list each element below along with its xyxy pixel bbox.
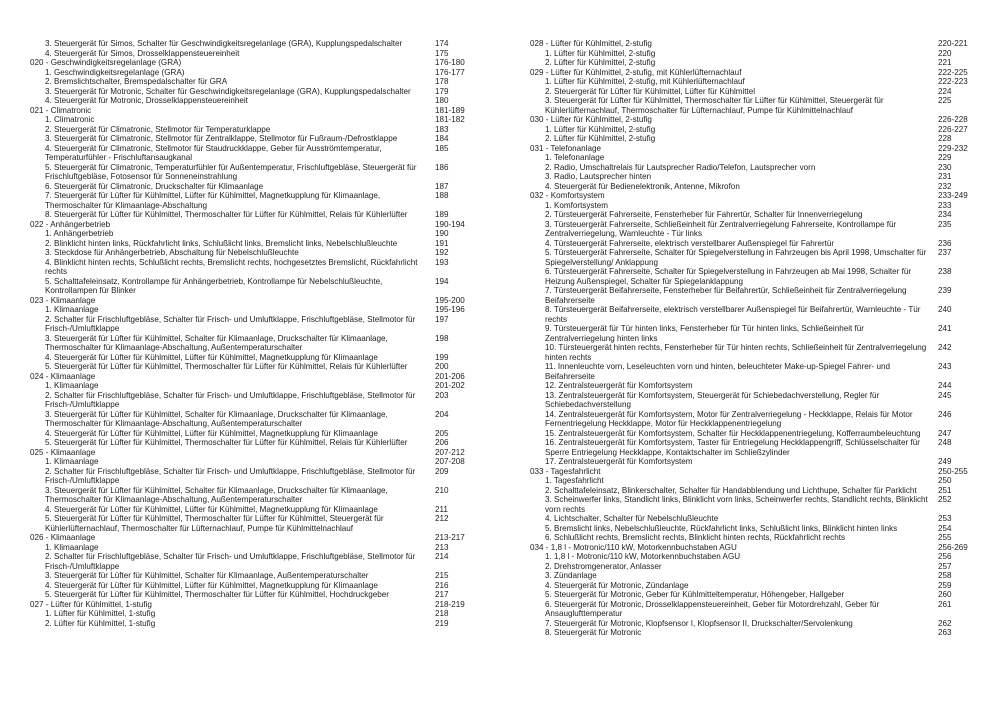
toc-page-number: 179	[435, 86, 449, 96]
toc-entry-title: 025 - Klimaanlage	[30, 447, 96, 457]
toc-subentry	[30, 581, 475, 591]
toc-page-number: 239	[938, 286, 952, 295]
toc-subentry	[530, 58, 975, 68]
toc-entry-title: 4. Steuergerät für Lüfter für Kühlmittel, Lüfter für Kühlmittel, Magnetkupplung für Klimaanlage	[45, 504, 378, 514]
toc-subentry	[530, 220, 975, 239]
toc-entry-title: 2. Steuergerät für Lüfter für Kühlmittel, Lüfter für Kühlmittel	[545, 86, 756, 96]
toc-page-number: 183	[435, 124, 449, 134]
toc-page-number: 259	[938, 580, 952, 590]
toc-page-number: 211	[435, 504, 448, 514]
toc-entry-title: 6. Steuergerät für Climatronic, Druckschalter für Klimaanlage	[45, 181, 264, 191]
toc-subentry	[30, 334, 475, 353]
toc-subentry	[530, 343, 975, 362]
toc-page-number: 229	[938, 153, 952, 162]
toc-subentry	[530, 571, 975, 581]
toc-subentry	[530, 362, 975, 381]
toc-page-number: 199	[435, 352, 449, 362]
toc-entry-title: 3. Steuergerät für Motronic, Schalter für Geschwindigkeitsregelanlage (GRA), Kupplungspedalschalter	[45, 86, 411, 96]
toc-page-number: 260	[938, 590, 952, 599]
toc-entry-title: 3. Türsteuergerät Fahrerseite, Schließeinheit für Zentralverriegelung Fahrerseite, Kontrollampe für Zentralverriegelung, Warnleuchte - Tür links	[545, 219, 897, 238]
toc-entry-title: 3. Zündanlage	[545, 571, 597, 580]
toc-subentry	[30, 505, 475, 515]
toc-page-number: 187	[435, 181, 449, 191]
toc-entry-title: 1. Lüfter für Kühlmittel, 2-stufig	[545, 48, 656, 58]
toc-column-left	[30, 39, 475, 628]
toc-page-number: 256	[938, 552, 952, 561]
toc-page-number: 176-180	[435, 58, 465, 67]
toc-entry-title: 029 - Lüfter für Kühlmittel, 2-stufig, mit Kühlerlüfternachlauf	[530, 67, 742, 77]
toc-subentry	[30, 68, 475, 78]
toc-page-number: 201-206	[435, 371, 465, 381]
toc-subentry	[30, 125, 475, 135]
toc-page-number: 224	[938, 86, 952, 96]
toc-subentry	[30, 229, 475, 239]
toc-page-number: 252	[938, 495, 952, 504]
toc-subentry	[30, 134, 475, 144]
toc-page-number: 201-202	[435, 381, 465, 390]
toc-entry-title: 2. Schalter für Frischluftgebläse, Schalter für Frisch- und Umluftklappe, Frischluftgebläse, Stellmotor für Frisch-/Umluftklappe	[45, 466, 416, 485]
toc-page-number: 180	[435, 96, 449, 105]
toc-entry-title: 2. Lüfter für Kühlmittel, 2-stufig	[545, 58, 656, 67]
toc-entry-title: 1. Klimaanlage	[45, 381, 99, 390]
toc-entry-title: 1. Klimaanlage	[45, 305, 99, 314]
toc-entry-title: 7. Türsteuergerät Beifahrerseite, Fensterheber für Beifahrertür, Schließeinheit für Zentralverriegelung Beifahrerseite	[545, 286, 907, 305]
toc-entry-title: 4. Türsteuergerät Fahrerseite, elektrisch verstellbarer Außenspiegel für Fahrertür	[545, 238, 835, 248]
toc-entry-title: 6. Türsteuergerät Fahrerseite, Schalter für Spiegelverstellung in Fahrzeugen ab Mai 1998, Schalter für Heizung Außenspiegel, Schalter für Spiegelanklappung	[545, 267, 912, 286]
toc-subentry	[30, 115, 475, 125]
toc-subentry	[30, 182, 475, 192]
toc-entry-title: 033 - Tagesfahrlicht	[530, 466, 601, 476]
toc-section-heading	[30, 600, 475, 610]
toc-entry-title: 1. Klimaanlage	[45, 457, 99, 466]
toc-page-number: 222-223	[938, 77, 968, 86]
toc-page-number: 175	[435, 48, 449, 58]
toc-subentry	[30, 571, 475, 581]
toc-subentry	[530, 457, 975, 467]
toc-entry-title: 021 - Climatronic	[30, 105, 92, 115]
toc-entry-title: 5. Steuergerät für Lüfter für Kühlmittel, Thermoschalter für Lüfter für Kühlmittel, Hochdruckgeber	[45, 590, 389, 599]
toc-page-number: 249	[938, 457, 952, 466]
toc-subentry	[530, 381, 975, 391]
toc-entry-title: 2. Lüfter für Kühlmittel, 1-stufig	[45, 618, 156, 628]
toc-subentry	[30, 315, 475, 334]
toc-subentry	[30, 391, 475, 410]
toc-subentry	[530, 49, 975, 59]
toc-entry-title: 034 - 1,8 l - Motronic/110 kW, Motorkennbuchstaben AGU	[530, 542, 737, 552]
toc-subentry	[30, 144, 475, 163]
toc-subentry	[530, 210, 975, 220]
toc-entry-title: 2. Schalttafeleinsatz, Blinkerschalter, Schalter für Handabblendung und Lichthupe, Schalter für Parklicht	[545, 485, 917, 495]
toc-entry-title: 5. Steuergerät für Climatronic, Temperaturfühler für Außentemperatur, Frischluftgebläse, Steuergerät für Frischluftgebläse, Fotosensor für Sonneneinstrahlung	[45, 162, 417, 181]
toc-entry-title: 5. Steuergerät für Lüfter für Kühlmittel, Thermoschalter für Lüfter für Kühlmittel, Relais für Kühlerlüfter	[45, 362, 408, 371]
toc-entry-title: 026 - Klimaanlage	[30, 533, 96, 542]
toc-subentry	[30, 609, 475, 619]
toc-subentry	[530, 410, 975, 429]
toc-page-number: 174	[435, 39, 449, 48]
toc-page-number: 214	[435, 552, 449, 561]
toc-column-right	[530, 39, 975, 638]
toc-entry-title: 4. Lichtschalter, Schalter für Nebelschlußleuchte	[545, 514, 719, 523]
toc-page-number: 231	[938, 172, 952, 181]
toc-page-number: 218-219	[435, 599, 465, 609]
toc-subentry	[530, 562, 975, 572]
toc-page-number: 233	[938, 200, 952, 210]
toc-subentry	[30, 305, 475, 315]
toc-page-number: 245	[938, 390, 952, 400]
toc-entry-title: 4. Steuergerät für Lüfter für Kühlmittel, Lüfter für Kühlmittel, Magnetkupplung für Klimaanlage	[45, 428, 378, 438]
toc-subentry	[530, 324, 975, 343]
toc-page-number: 213-217	[435, 533, 465, 542]
toc-entry-title: 2. Drehstromgenerator, Anlasser	[545, 561, 662, 571]
toc-subentry	[530, 552, 975, 562]
toc-section-heading	[30, 372, 475, 382]
toc-section-heading	[30, 106, 475, 116]
toc-entry-title: 8. Steuergerät für Motronic	[545, 628, 642, 637]
toc-entry-title: 4. Steuergerät für Simos, Drosselklappensteuereinheit	[45, 48, 240, 58]
toc-page-number: 251	[938, 485, 952, 495]
toc-page-number: 184	[435, 134, 449, 143]
toc-entry-title: 2. Türsteuergerät Fahrerseite, Fensterheber für Fahrertür, Schalter für Innenverriegelung	[545, 210, 863, 219]
toc-entry-title: 3. Radio, Lautsprecher hinten	[545, 172, 652, 181]
toc-page-number: 241	[938, 324, 952, 333]
toc-page-number: 218	[435, 609, 449, 618]
toc-entry-title: 022 - Anhängerbetrieb	[30, 219, 111, 229]
toc-entry-title: 8. Steuergerät für Lüfter für Kühlmittel, Thermoschalter für Lüfter für Kühlmittel, Relais für Kühlerlüfter	[45, 210, 408, 219]
toc-subentry	[30, 77, 475, 87]
toc-entry-title: 1. Lüfter für Kühlmittel, 2-stufig	[545, 124, 656, 134]
toc-section-heading	[530, 467, 975, 477]
toc-subentry	[30, 39, 475, 49]
toc-entry-title: 5. Türsteuergerät Fahrerseite, Schalter für Spiegelverstellung in Fahrzeugen bis April 1998, Umschalter für Spiegelverstellung/ Anklappung	[545, 248, 927, 267]
toc-page-number: 194	[435, 276, 449, 286]
toc-entry-title: 3. Steckdose für Anhängerbetrieb, Abschaltung für Nebelschlußleuchte	[45, 248, 299, 257]
toc-entry-title: 2. Blinklicht hinten links, Rückfahrlicht links, Schlußlicht links, Bremslicht links, Nebelschlußleuchte	[45, 238, 398, 248]
toc-section-heading	[530, 144, 975, 154]
toc-page-number: 181-189	[435, 105, 465, 115]
toc-page-number: 209	[435, 466, 449, 476]
toc-page-number: 258	[938, 571, 952, 580]
toc-subentry	[530, 486, 975, 496]
toc-page-number: 189	[435, 210, 449, 219]
toc-entry-title: 1. Anhängerbetrieb	[45, 229, 114, 238]
toc-page-number: 178	[435, 77, 449, 86]
toc-page-number: 222-225	[938, 67, 968, 77]
toc-page-number: 204	[435, 409, 449, 419]
toc-section-heading	[530, 543, 975, 553]
toc-entry-title: 2. Schalter für Frischluftgebläse, Schalter für Frisch- und Umluftklappe, Frischluftgebläse, Stellmotor für Frisch-/Umluftklappe	[45, 314, 416, 333]
toc-subentry	[30, 362, 475, 372]
toc-page-number: 213	[435, 542, 449, 552]
toc-section-heading	[530, 191, 975, 201]
toc-entry-title: 7. Steuergerät für Lüfter für Kühlmittel, Lüfter für Kühlmittel, Magnetkupplung für Klimaanlage, Thermoschalter für Klimaanlage-Abschaltung	[45, 191, 381, 210]
toc-subentry	[530, 533, 975, 543]
toc-page-number: 198	[435, 333, 449, 343]
toc-entry-title: 1. Telefonanlage	[545, 153, 605, 162]
toc-subentry	[30, 277, 475, 296]
toc-page-number: 255	[938, 533, 952, 542]
toc-entry-title: 3. Scheinwerfer links, Standlicht links, Blinklicht vorn links, Scheinwerfer rechts, Standlicht rechts, Blinklicht vorn rechts	[545, 495, 928, 514]
toc-page-number: 242	[938, 343, 952, 352]
toc-subentry	[30, 49, 475, 59]
toc-subentry	[530, 590, 975, 600]
toc-entry-title: 4. Steuergerät für Bedienelektronik, Antenne, Mikrofon	[545, 181, 740, 191]
toc-subentry	[30, 353, 475, 363]
toc-page-number: 235	[938, 219, 952, 229]
toc-page-number: 247	[938, 428, 952, 438]
toc-page-number: 220	[938, 48, 952, 58]
toc-entry-title: 13. Zentralsteuergerät für Komfortsystem, Steuergerät für Schiebedachverstellung, Regler für Schiebedachverstellung	[545, 390, 880, 409]
toc-subentry	[530, 267, 975, 286]
toc-page-number: 219	[435, 618, 449, 628]
toc-page-number: 197	[435, 314, 449, 324]
toc-entry-title: 7. Steuergerät für Motronic, Klopfsensor I, Klopfsensor II, Druckschalter/Servolenkung	[545, 618, 853, 628]
toc-subentry	[30, 552, 475, 571]
toc-entry-title: 2. Schalter für Frischluftgebläse, Schalter für Frisch- und Umluftklappe, Frischluftgebläse, Stellmotor für Frisch-/Umluftklappe	[45, 552, 416, 571]
toc-subentry	[530, 153, 975, 163]
toc-entry-title: 15. Zentralsteuergerät für Komfortsystem, Schalter für Heckklappenentriegelung, Kofferraumbeleuchtung	[545, 428, 921, 438]
toc-entry-title: 17. Zentralsteuergerät für Komfortsystem	[545, 457, 693, 466]
toc-page-number: 210	[435, 485, 449, 495]
toc-subentry	[30, 96, 475, 106]
toc-subentry	[530, 305, 975, 324]
toc-page-number: 246	[938, 409, 952, 419]
toc-entry-title: 3. Steuergerät für Climatronic, Stellmotor für Zentralklappe, Stellmotor für Fußraum-/Defrostklappe	[45, 134, 398, 143]
toc-entry-title: 5. Steuergerät für Lüfter für Kühlmittel, Thermoschalter für Lüfter für Kühlmittel, Steuergerät für Kühlerlüfternachlauf, Thermoschalter für Lüfternachlauf, Pumpe für Kühlmittelnachlauf	[45, 514, 384, 533]
toc-page-number: 220-221	[938, 39, 968, 48]
toc-page-number: 232	[938, 181, 952, 191]
toc-subentry	[530, 628, 975, 638]
toc-section-heading	[30, 533, 475, 543]
toc-subentry	[530, 600, 975, 619]
toc-page-number: 226-227	[938, 124, 968, 134]
toc-page-number: 185	[435, 143, 449, 153]
toc-subentry	[530, 125, 975, 135]
toc-subentry	[530, 87, 975, 97]
toc-entry-title: 030 - Lüfter für Kühlmittel, 2-stufig	[530, 115, 652, 124]
toc-page-number: 248	[938, 438, 952, 447]
toc-page-number: 195-200	[435, 295, 465, 305]
toc-subentry	[530, 495, 975, 514]
toc-page-number: 236	[938, 238, 952, 248]
toc-subentry	[30, 590, 475, 600]
toc-entry-title: 2. Steuergerät für Climatronic, Stellmotor für Temperaturklappe	[45, 124, 271, 134]
toc-subentry	[530, 286, 975, 305]
toc-entry-title: 1. Komfortsystem	[545, 200, 608, 210]
toc-page-number: 254	[938, 523, 952, 533]
toc-page-number: 250-255	[938, 466, 968, 476]
toc-subentry	[30, 514, 475, 533]
toc-subentry	[530, 239, 975, 249]
toc-page-number: 228	[938, 134, 952, 143]
toc-subentry	[530, 96, 975, 115]
toc-entry-title: 6. Schlußlicht rechts, Bremslicht rechts, Blinklicht hinten rechts, Rückfahrlicht rechts	[545, 533, 846, 542]
toc-page-number: 263	[938, 628, 952, 637]
toc-subentry	[530, 476, 975, 486]
toc-section-heading	[30, 448, 475, 458]
toc-page-number: 237	[938, 248, 952, 257]
toc-subentry	[30, 619, 475, 629]
toc-entry-title: 16. Zentralsteuergerät für Komfortsystem, Taster für Entriegelung Heckklappengriff, Schlüsselschalter für Sperre Entriegelung Heckklappe, Kontaktschalter im Schließzylinder	[545, 438, 920, 457]
toc-entry-title: 1. Lüfter für Kühlmittel, 1-stufig	[45, 609, 156, 618]
toc-subentry	[30, 486, 475, 505]
toc-page-number: 212	[435, 514, 449, 523]
toc-page-number: 238	[938, 267, 952, 276]
toc-section-heading	[530, 115, 975, 125]
toc-page-number: 205	[435, 428, 449, 438]
toc-page-number: 195-196	[435, 305, 465, 314]
toc-page-number: 256-269	[938, 542, 968, 552]
toc-subentry	[530, 248, 975, 267]
toc-page-number: 226-228	[938, 115, 968, 124]
toc-entry-title: 024 - Klimaanlage	[30, 371, 96, 381]
toc-page-number: 193	[435, 257, 449, 267]
toc-page-number: 262	[938, 618, 952, 628]
toc-subentry	[530, 391, 975, 410]
toc-section-heading	[530, 39, 975, 49]
toc-section-heading	[530, 68, 975, 78]
toc-subentry	[530, 77, 975, 87]
toc-page-number: 229-232	[938, 143, 968, 153]
toc-subentry	[530, 182, 975, 192]
toc-entry-title: 1. Climatronic	[45, 115, 95, 124]
toc-entry-title: 032 - Komfortsystem	[530, 191, 605, 200]
toc-entry-title: 1. 1,8 l - Motronic/110 kW, Motorkennbuchstaben AGU	[545, 552, 741, 561]
toc-entry-title: 5. Schalttafeleinsatz, Kontrollampe für Anhängerbetrieb, Kontrollampe für Nebelschlußleuchte, Kontrollampen für Blinker	[45, 276, 383, 295]
toc-subentry	[30, 543, 475, 553]
toc-subentry	[30, 258, 475, 277]
toc-page-number: 244	[938, 381, 952, 390]
toc-page-number: 188	[435, 191, 449, 200]
toc-page-number: 206	[435, 438, 449, 447]
toc-subentry	[30, 381, 475, 391]
toc-subentry	[30, 457, 475, 467]
toc-subentry	[530, 172, 975, 182]
toc-page-number: 207-212	[435, 447, 465, 457]
toc-subentry	[530, 134, 975, 144]
toc-entry-title: 5. Steuergerät für Motronic, Geber für Kühlmitteltemperatur, Höhengeber, Hallgeber	[545, 590, 845, 599]
toc-page-number: 217	[435, 590, 449, 599]
toc-entry-title: 031 - Telefonanlage	[530, 143, 601, 153]
toc-entry-title: 3. Steuergerät für Lüfter für Kühlmittel, Schalter für Klimaanlage, Druckschalter für Klimaanlage, Thermoschalter für Klimaanlage-Abschaltung, Außentemperaturschalter	[45, 333, 388, 352]
toc-entry-title: 3. Steuergerät für Lüfter für Kühlmittel, Thermoschalter für Lüfter für Kühlmittel, Steuergerät für Kühlerlüfternachlauf, Thermoschalter für Lüfternachlauf, Pumpe für Kühlmittelnachlauf	[545, 96, 884, 115]
toc-entry-title: 12. Zentralsteuergerät für Komfortsystem	[545, 381, 693, 390]
toc-page-number: 200	[435, 362, 449, 371]
toc-subentry	[530, 514, 975, 524]
toc-entry-title: 8. Türsteuergerät Beifahrerseite, elektrisch verstellbarer Außenspiegel für Beifahrertür, Warnleuchte - Tür rechts	[545, 305, 921, 324]
toc-entry-title: 10. Türsteuergerät hinten rechts, Fensterheber für Tür hinten rechts, Schließeinheit für Zentralverriegelung hinten rechts	[545, 343, 927, 362]
toc-subentry	[30, 87, 475, 97]
toc-page-number: 190-194	[435, 219, 465, 229]
toc-entry-title: 14. Zentralsteuergerät für Komfortsystem, Motor für Zentralverriegelung - Heckklappe, Relais für Motor Fernentriegelung Heckklappe, Motor für Heckklappenentriegelung	[545, 409, 913, 428]
toc-subentry	[30, 429, 475, 439]
toc-entry-title: 1. Klimaanlage	[45, 542, 99, 552]
toc-page-number: 243	[938, 362, 952, 371]
toc-page-number: 176-177	[435, 67, 465, 77]
toc-section-heading	[30, 58, 475, 68]
toc-entry-title: 1. Lüfter für Kühlmittel, 2-stufig, mit Kühlerlüfternachlauf	[545, 77, 745, 86]
toc-entry-title: 028 - Lüfter für Kühlmittel, 2-stufig	[530, 39, 652, 48]
toc-page-number: 186	[435, 162, 449, 172]
toc-page-number: 192	[435, 248, 449, 257]
toc-entry-title: 2. Lüfter für Kühlmittel, 2-stufig	[545, 134, 656, 143]
toc-subentry	[30, 239, 475, 249]
toc-entry-title: 2. Radio, Umschaltrelais für Lautsprecher Radio/Telefon, Lautsprecher vorn	[545, 162, 816, 172]
toc-entry-title: 2. Bremslichtschalter, Bremspedalschalter für GRA	[45, 77, 228, 86]
toc-page-number: 181-182	[435, 115, 465, 124]
toc-page-number: 216	[435, 580, 449, 590]
toc-page-number: 261	[938, 599, 952, 609]
toc-entry-title: 5. Steuergerät für Lüfter für Kühlmittel, Thermoschalter für Lüfter für Kühlmittel, Relais für Kühlerlüfter	[45, 438, 408, 447]
toc-entry-title: 1. Geschwindigkeitsregelanlage (GRA)	[45, 67, 185, 77]
toc-section-heading	[30, 220, 475, 230]
toc-page-number: 225	[938, 96, 952, 105]
toc-entry-title: 5. Bremslicht links, Nebelschlußleuchte, Rückfahrlicht links, Schlußlicht links, Blinklicht hinten links	[545, 523, 898, 533]
toc-subentry	[530, 524, 975, 534]
toc-subentry	[30, 467, 475, 486]
toc-entry-title: 4. Steuergerät für Lüfter für Kühlmittel, Lüfter für Kühlmittel, Magnetkupplung für Klimaanlage	[45, 352, 378, 362]
toc-page-number: 203	[435, 390, 449, 400]
toc-page-number: 230	[938, 162, 952, 172]
toc-subentry	[30, 248, 475, 258]
toc-entry-title: 2. Schalter für Frischluftgebläse, Schalter für Frisch- und Umluftklappe, Frischluftgebläse, Stellmotor für Frisch-/Umluftklappe	[45, 390, 416, 409]
toc-subentry	[530, 619, 975, 629]
toc-entry-title: 4. Steuergerät für Motronic, Drosselklappensteuereinheit	[45, 96, 248, 105]
toc-page-number: 191	[435, 238, 449, 248]
toc-entry-title: 027 - Lüfter für Kühlmittel, 1-stufig	[30, 599, 152, 609]
toc-page-number: 233-249	[938, 191, 968, 200]
toc-entry-title: 3. Steuergerät für Lüfter für Kühlmittel, Schalter für Klimaanlage, Druckschalter für Klimaanlage, Thermoschalter für Klimaanlage-Abschaltung, Außentemperaturschalter	[45, 409, 388, 428]
toc-entry-title: 020 - Geschwindigkeitsregelanlage (GRA)	[30, 58, 182, 67]
toc-page-number: 190	[435, 229, 449, 238]
toc-page-number: 240	[938, 305, 952, 314]
toc-subentry	[530, 201, 975, 211]
toc-page-number: 234	[938, 210, 952, 219]
toc-subentry	[30, 410, 475, 429]
toc-section-heading	[30, 296, 475, 306]
toc-subentry	[530, 438, 975, 457]
toc-entry-title: 1. Tagesfahrlicht	[545, 476, 604, 485]
toc-entry-title: 6. Steuergerät für Motronic, Drosselklappensteuereinheit, Geber für Motordrehzahl, Geber für Ansauglufttemperatur	[545, 599, 880, 618]
toc-page-number: 215	[435, 571, 449, 580]
toc-entry-title: 3. Steuergerät für Lüfter für Kühlmittel, Schalter für Klimaanlage, Außentemperaturschalter	[45, 571, 369, 580]
toc-page-number: 221	[938, 58, 952, 67]
toc-page-number: 250	[938, 476, 952, 485]
toc-page-number: 207-208	[435, 457, 465, 466]
toc-entry-title: 4. Steuergerät für Lüfter für Kühlmittel, Lüfter für Kühlmittel, Magnetkupplung für Klimaanlage	[45, 580, 378, 590]
toc-subentry	[30, 191, 475, 210]
toc-entry-title: 023 - Klimaanlage	[30, 295, 96, 305]
toc-subentry	[30, 163, 475, 182]
toc-entry-title: 9. Türsteuergerät für Tür hinten links, Fensterheber für Tür hinten links, Schließeinheit für Zentralverriegelung hinten links	[545, 324, 864, 343]
toc-subentry	[530, 581, 975, 591]
toc-subentry	[530, 429, 975, 439]
toc-entry-title: 4. Steuergerät für Motronic, Zündanlage	[545, 580, 689, 590]
toc-subentry	[30, 210, 475, 220]
toc-entry-title: 3. Steuergerät für Lüfter für Kühlmittel, Schalter für Klimaanlage, Druckschalter für Klimaanlage, Thermoschalter für Klimaanlage-Abschaltung, Außentemperaturschalter	[45, 485, 388, 504]
toc-subentry	[30, 438, 475, 448]
toc-subentry	[530, 163, 975, 173]
toc-page-number: 257	[938, 561, 952, 571]
toc-entry-title: 11. Innenleuchte vorn, Leseleuchten vorn und hinten, beleuchteter Make-up-Spiegel Fahrer- und Beifahrerseite	[545, 362, 890, 381]
toc-entry-title: 4. Blinklicht hinten rechts, Schlußlicht rechts, Bremslicht rechts, hochgesetztes Bremslicht, Rückfahrlicht rechts	[45, 257, 418, 276]
toc-page-number: 253	[938, 514, 952, 523]
toc-entry-title: 4. Steuergerät für Climatronic, Stellmotor für Staudruckklappe, Geber für Ausströmtemperatur, Temperaturfühler - Frischluftansaugkanal	[45, 143, 382, 162]
toc-entry-title: 3. Steuergerät für Simos, Schalter für Geschwindigkeitsregelanlage (GRA), Kupplungspedalschalter	[45, 39, 403, 48]
